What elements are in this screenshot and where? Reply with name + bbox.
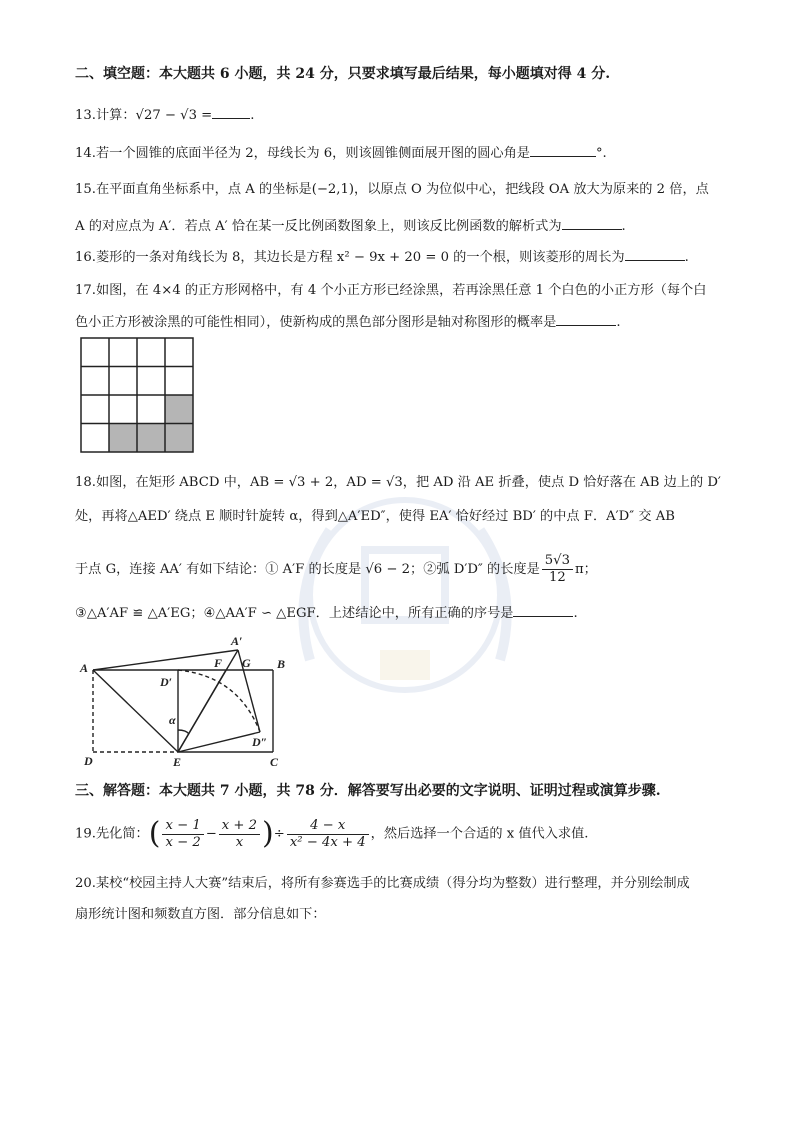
answer-blank <box>562 215 622 230</box>
label-D: D <box>84 754 93 768</box>
rectangle-fold-figure <box>78 628 298 770</box>
fraction-3: $\frac{4 - x}{\text{x² − 4x + 4}}$ <box>287 818 369 851</box>
question-20-line-2: 扇形统计图和频数直方图．部分信息如下： <box>75 907 326 922</box>
arc-length-fraction: $\frac{5√3}{12}$ <box>542 553 573 586</box>
shaded-cell <box>137 424 165 453</box>
label-alpha: α <box>169 713 176 727</box>
label-F: F <box>214 656 223 670</box>
grid-figure-4x4 <box>80 337 194 453</box>
answer-blank <box>556 311 616 326</box>
fraction-1: $\frac{x - 1}{x - 2}$ <box>162 818 203 851</box>
question-20-line-1: 20.某校“校园主持人大赛”结束后，将所有参赛选手的比赛成绩（得分均为整数）进行整理，并分别绘制成 <box>75 876 690 891</box>
question-17-line-2: 色小正方形被涂黑的可能性相同），使新构成的黑色部分图形是轴对称图形的概率是 . <box>75 311 735 333</box>
question-18-line-2: 处，再将△AED′ 绕点 E 顺时针旋转 α，得到△A′ED″，使得 EA′ 恰好经过 BD′ 的中点 F．A′D″ 交 AB <box>75 509 675 524</box>
section-2-header: 二、填空题：本大题共 6 小题，共 24 分，只要求填写最后结果，每小题填对得 4 分. <box>75 66 611 82</box>
question-17-line-1: 17.如图，在 4×4 的正方形网格中，有 4 个小正方形已经涂黑，若再涂黑任意 1 个白色的小正方形（每个白 <box>75 283 707 298</box>
question-16: 16.菱形的一条对角线长为 8，其边长是方程 x² − 9x + 20 = 0 的一个根，则该菱形的周长为 . <box>75 246 735 268</box>
label-A-prime: A′ <box>231 634 243 648</box>
question-15-line-1: 15.在平面直角坐标系中，点 A 的坐标是(−2,1)，以原点 O 为位似中心，把线段 OA 放大为原来的 2 倍，点 <box>75 182 709 197</box>
shaded-cell <box>165 395 193 424</box>
section-3-header: 三、解答题：本大题共 7 小题，共 78 分．解答要写出必要的文字说明、证明过程或演算步骤. <box>75 783 661 799</box>
q13-expression: √27 − √3 = <box>135 108 213 123</box>
question-14: 14.若一个圆锥的底面半径为 2，母线长为 6，则该圆锥侧面展开图的圆心角是 °. <box>75 142 735 164</box>
answer-blank <box>530 142 596 157</box>
shaded-cell <box>109 424 138 453</box>
question-18-line-1: 18.如图，在矩形 ABCD 中，AB = √3 + 2，AD = √3，把 AD 沿 AE 折叠，使点 D 恰好落在 AB 边上的 D′ <box>75 475 721 490</box>
answer-blank <box>513 602 573 617</box>
label-C: C <box>270 755 279 769</box>
question-15-line-2: A 的对应点为 A′．若点 A′ 恰在某一反比例函数图象上，则该反比例函数的解析式为 . <box>75 215 735 237</box>
answer-blank <box>212 104 250 119</box>
answer-blank <box>625 246 685 261</box>
question-19: 19.先化简：( $\frac{x - 1}{x - 2}$ − $\frac{x + 2}{x}$ )÷ $\frac{4 - x}{\text{x² − 4x + 4}}$ ，然后选择一个合适的 x 值代入求值. <box>75 816 589 851</box>
label-G: G <box>242 656 251 670</box>
question-18-line-3: 于点 G，连接 AA′ 有如下结论：① A′F 的长度是 √6 − 2；②弧 D′D″ 的长度是 $\frac{5√3}{12}$ π； <box>75 553 597 585</box>
label-D-double-prime: D″ <box>252 735 268 749</box>
label-A: A <box>80 661 89 675</box>
label-B: B <box>277 657 286 671</box>
shaded-cell <box>165 424 193 453</box>
label-E: E <box>173 755 182 769</box>
fraction-2: $\frac{x + 2}{x}$ <box>219 818 260 851</box>
question-18-line-4: ③△A′AF ≌ △A′EG；④△AA′F ∽ △EGF．上述结论中，所有正确的序号是 . <box>75 602 735 624</box>
label-D-prime: D′ <box>160 675 173 689</box>
question-13: 13.计算：√27 − √3 = . <box>75 104 735 126</box>
